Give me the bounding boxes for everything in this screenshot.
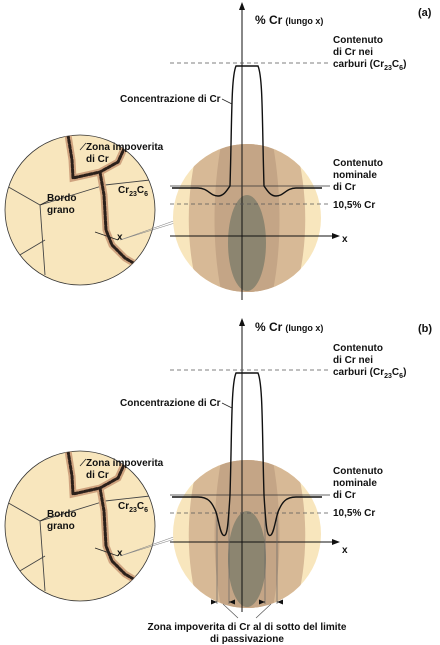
carbide-content-text: carburi (Cr <box>333 367 385 378</box>
y-axis-label <box>255 13 323 27</box>
y-axis-label-sub: (lungo x) <box>285 323 324 333</box>
depleted-zone-label-line1: Zona impoverita <box>86 458 164 469</box>
nominal-label-line2: nominale <box>333 170 377 181</box>
depleted-zone-label-line1: Zona impoverita <box>86 142 164 153</box>
y-axis-label-main: % Cr <box>255 13 283 27</box>
small-x-label: x <box>117 232 123 243</box>
nominal-label-line1: Contenuto <box>333 466 383 477</box>
carbide-core <box>228 195 266 291</box>
carbide-symbol-c: C <box>136 501 145 512</box>
concentration-label: Concentrazione di Cr <box>120 398 221 409</box>
carbide-symbol-cr: Cr <box>118 501 130 512</box>
carbide-content-sub2: 6 <box>399 373 404 380</box>
carbide-content-label-line2: di Cr nei <box>333 47 374 58</box>
carbide-content-label-line3 <box>333 59 406 72</box>
grain-structure-circle <box>5 135 164 285</box>
y-axis-label-main: % Cr <box>255 320 283 334</box>
y-axis-label-sub: (lungo x) <box>285 16 324 26</box>
depleted-zone-label-line2: di Cr <box>86 470 109 481</box>
nominal-label-line1: Contenuto <box>333 158 383 169</box>
panel-b <box>5 318 432 645</box>
carbide-content-label-line1: Contenuto <box>333 343 383 354</box>
nominal-label-line3: di Cr <box>333 490 356 501</box>
carbide-symbol-sub2: 6 <box>144 191 149 198</box>
carbide-content-sub2: 6 <box>399 65 404 72</box>
x-axis-arrow <box>332 233 340 239</box>
carbide-symbol-sub1: 23 <box>129 191 137 198</box>
carbide-symbol-sub2: 6 <box>144 507 149 514</box>
caption-line2: di passivazione <box>210 634 284 645</box>
concentration-label: Concentrazione di Cr <box>120 94 221 105</box>
grain-boundary-label-line1: Bordo <box>47 509 77 520</box>
carbide-symbol-c: C <box>136 185 145 196</box>
carbide-content-label-line2: di Cr nei <box>333 355 374 366</box>
carbide-content-c: C <box>391 367 400 378</box>
nominal-label-line3: di Cr <box>333 182 356 193</box>
x-axis-label: x <box>342 234 348 245</box>
grain-structure-circle <box>5 451 164 601</box>
grain-boundary-label-line1: Bordo <box>47 193 77 204</box>
panel-tag: (b) <box>418 323 433 335</box>
carbide-symbol-sub1: 23 <box>129 507 137 514</box>
carbide-symbol-cr: Cr <box>118 185 130 196</box>
y-axis-label <box>255 320 323 334</box>
carbide-content-close: ) <box>403 367 407 378</box>
y-axis-arrow <box>239 2 245 10</box>
carbide-content-sub1: 23 <box>384 373 392 380</box>
threshold-label: 10,5% Cr <box>333 508 376 519</box>
y-axis-arrow <box>239 318 245 326</box>
carbide-content-label-line3 <box>333 367 406 380</box>
grain-boundary-label-line2: grano <box>47 205 75 216</box>
carbide-content-sub1: 23 <box>384 65 392 72</box>
detail-circle <box>173 456 321 611</box>
carbide-content-c: C <box>391 59 400 70</box>
concentration-pointer <box>222 403 232 408</box>
caption-line1: Zona impoverita di Cr al di sotto del limite <box>147 622 347 633</box>
detail-circle <box>173 140 321 295</box>
panel-a <box>5 2 432 300</box>
threshold-label: 10,5% Cr <box>333 200 376 211</box>
nominal-label-line2: nominale <box>333 478 377 489</box>
panel-tag: (a) <box>418 7 432 19</box>
depleted-zone-label-line2: di Cr <box>86 154 109 165</box>
carbide-core <box>228 511 266 607</box>
carbide-content-close: ) <box>403 59 407 70</box>
carbide-content-text: carburi (Cr <box>333 59 385 70</box>
x-axis-arrow <box>332 539 340 545</box>
grain-boundary-label-line2: grano <box>47 521 75 532</box>
x-axis-label: x <box>342 545 348 556</box>
concentration-pointer <box>222 99 232 104</box>
small-x-label: x <box>117 548 123 559</box>
carbide-content-label-line1: Contenuto <box>333 35 383 46</box>
